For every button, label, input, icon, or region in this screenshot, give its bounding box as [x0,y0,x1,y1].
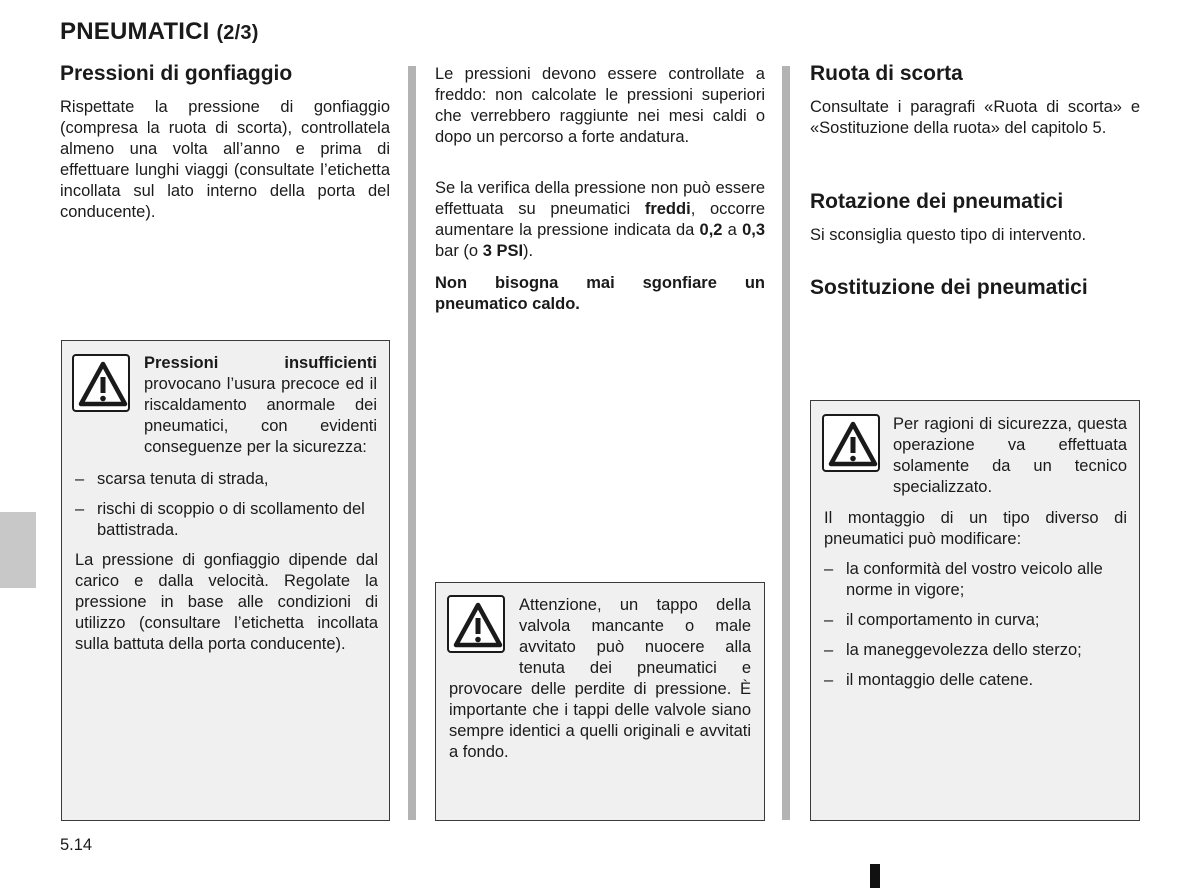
valve-cap-warning-text [449,595,751,763]
replacement-warning-lead: Per ragioni di sicurezza, questa operazione va effettuata solamente da un tecnico specializzato. [893,415,1127,496]
warning-box-replacement [810,400,1140,821]
warning-consequence-list [75,469,378,550]
never-deflate-paragraph: Non bisogna mai sgonfiare un pneumatico caldo. [435,274,765,313]
text-run: , occorre aumentare la pressione indicata da [435,200,765,239]
chapter-side-tab [0,512,36,588]
warning-text-run: Attenzione, un tappo della valvola mancante o male avvitato può nuocere alla tenuta dei pneumatici e provocare delle perdite di pressione. È importante che i tappi delle valvole siano sempre identici a quelli originali e avvitati a fondo. [449,596,751,761]
text-bold: 0,2 [699,221,723,239]
list-item: – il montaggio delle catene. [824,670,1127,691]
list-item: – il comportamento in curva; [824,610,1127,631]
column-divider-left [408,66,416,820]
list-item: – rischi di scoppio o di scollamento del battistrada. [75,499,378,541]
replacement-effects-list [824,559,1127,700]
warning-triangle-icon [72,354,130,412]
print-registration-mark [870,864,880,888]
page-title-part: (2/3) [216,22,259,44]
warning-box-low-pressure [61,340,390,821]
replacement-warning-text: Il montaggio di un tipo diverso di pneumatici può modificare: [824,509,1127,548]
list-item: – scarsa tenuta di strada, [75,469,378,490]
warning-triangle-icon [822,414,880,472]
section-heading-replacement: Sostituzione dei pneumatici [810,276,1088,299]
page-number: 5.14 [60,836,93,854]
icon-spacer [449,595,519,679]
rotation-paragraph: Si sconsiglia questo tipo di intervento. [810,226,1087,244]
warning-body-text: La pressione di gonfiaggio dipende dal carico e dalla velocità. Regolate la pressione in base alle condizioni di utilizzo (consultare l’etichetta incollata sulla battuta della porta conducente). [75,551,378,653]
warning-lead-rest: provocano l’usura precoce ed il riscaldamento anormale dei pneumatici, con evidenti conseguenze per la sicurezza: [144,375,377,456]
section-heading-spare-wheel: Ruota di scorta [810,62,963,85]
text-bold: 3 PSI [482,242,524,260]
section-heading-rotation: Rotazione dei pneumatici [810,190,1064,213]
cold-check-paragraph: Le pressioni devono essere controllate a freddo: non calcolate le pressioni superiori che verrebbero raggiunte nei mesi caldi o dopo un percorso a forte andatura. [435,65,765,146]
list-item: – la maneggevolezza dello sterzo; [824,640,1127,661]
hot-check-paragraph [435,178,765,262]
section-heading-pressure: Pressioni di gonfiaggio [60,62,293,85]
warning-lead-bold: Pressioni insufficienti [144,354,377,372]
page-title [60,18,259,46]
text-run: bar (o [435,242,483,260]
page-title-main: PNEUMATICI [60,18,210,45]
spare-wheel-paragraph: Consultate i paragrafi «Ruota di scorta» e «Sostituzione della ruota» del capitolo 5. [810,98,1140,137]
column-divider-right [782,66,790,820]
text-bold: freddi [644,200,691,218]
text-run: Se la verifica della pressione non può essere effettuata su pneumatici [435,179,765,218]
warning-lead-text [144,353,377,458]
pressure-paragraph: Rispettate la pressione di gonfiaggio (compresa la ruota di scorta), controllatela almeno una volta all’anno e prima di effettuare lunghi viaggi (consultate l’etichetta incollata sul lato interno della porta del conducente). [60,98,390,221]
text-run: a [722,221,743,239]
warning-box-valve-cap [435,582,765,821]
text-run: ). [523,242,534,260]
text-bold: 0,3 [742,221,765,239]
list-item: – la conformità del vostro veicolo alle norme in vigore; [824,559,1127,601]
